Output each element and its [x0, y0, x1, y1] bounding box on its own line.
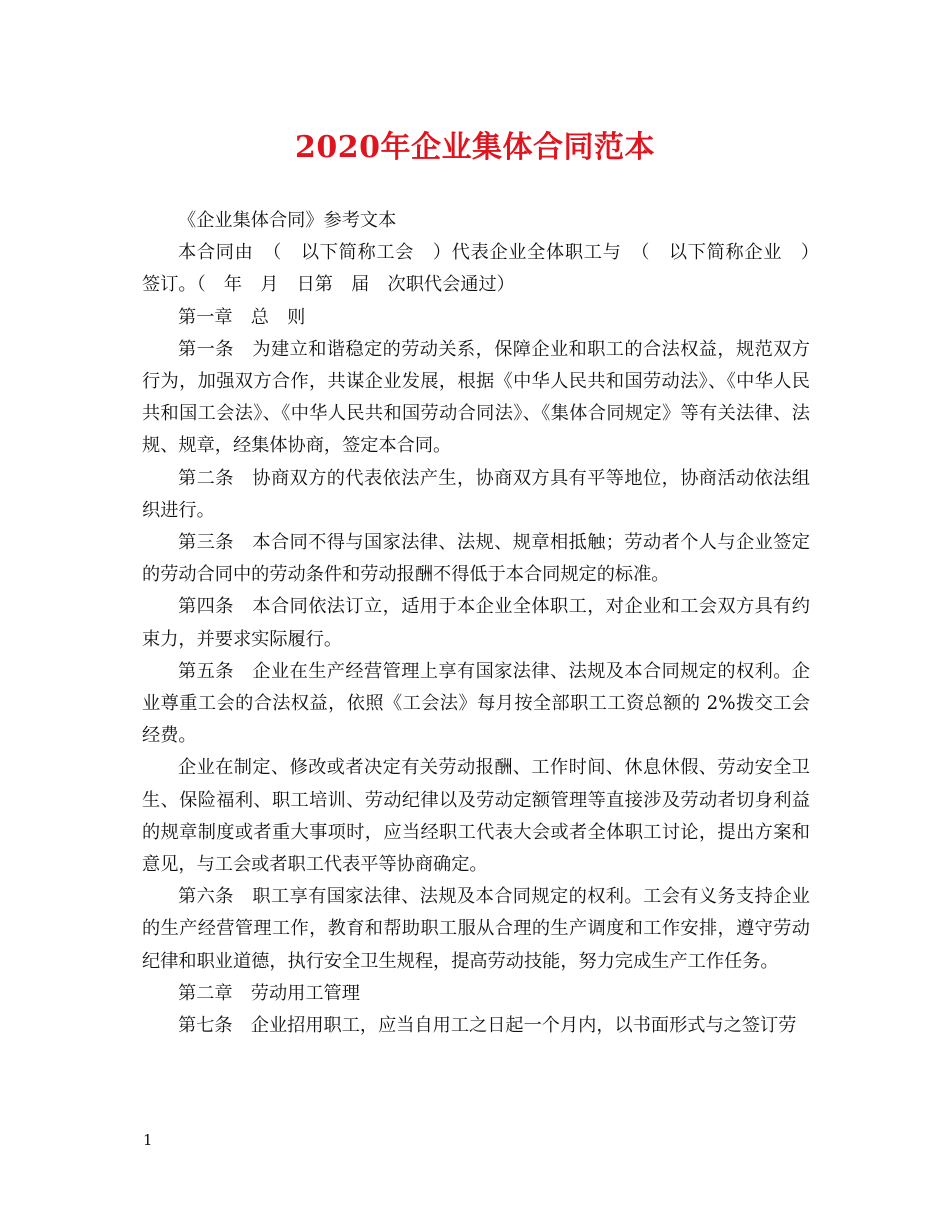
document-title: 2020年企业集体合同范本 — [295, 130, 655, 165]
paragraph-preamble: 本合同由 （ 以下简称工会 ）代表企业全体职工与 （ 以下简称企业 ） 签订。（ 年 月 日第 届 次职代会通过） — [142, 242, 829, 296]
article-6: 第六条 职工享有国家法律、法规及本合同规定的权利。工会有义务支持企业的生产经营管理工作，教育和帮助职工服从合理的生产调度和工作安排，遵守劳动纪律和职业道德，执行安全卫生规程，提高劳动技能，努力完成生产工作任务。 — [142, 886, 810, 972]
article-5-continued: 企业在制定、修改或者决定有关劳动报酬、工作时间、休息休假、劳动安全卫生、保险福利、职工培训、劳动纪律以及劳动定额管理等直接涉及劳动者切身利益的规章制度或者重大事项时，应当经职工代表大会或者全体职工讨论，提出方案和意见，与工会或者职工代表平等协商确定。 — [142, 757, 810, 876]
article-2: 第二条 协商双方的代表依法产生，协商双方具有平等地位，协商活动依法组织进行。 — [142, 467, 810, 521]
chapter-2-heading: 第二章 劳动用工管理 — [178, 982, 360, 1004]
page-number: 1 — [143, 1131, 153, 1149]
chapter-1-heading: 第一章 总 则 — [178, 306, 306, 328]
article-7: 第七条 企业招用职工，应当自用工之日起一个月内，以书面形式与之签订劳 — [178, 1015, 797, 1037]
article-4: 第四条 本合同依法订立，适用于本企业全体职工，对企业和工会双方具有约束力，并要求实际履行。 — [142, 596, 810, 650]
paragraph-reference-text: 《企业集体合同》参考文本 — [178, 210, 397, 231]
article-5: 第五条 企业在生产经营管理上享有国家法律、法规及本合同规定的权利。企业尊重工会的合法权益，依照《工会法》每月按全部职工工资总额的 2%拨交工会经费。 — [142, 660, 810, 747]
article-3: 第三条 本合同不得与国家法律、法规、规章相抵触；劳动者个人与企业签定的劳动合同中的劳动条件和劳动报酬不得低于本合同规定的标准。 — [142, 532, 810, 586]
document-body — [142, 205, 829, 1042]
article-1: 第一条 为建立和谐稳定的劳动关系，保障企业和职工的合法权益，规范双方行为，加强双方合作，共谋企业发展，根据《中华人民共和国劳动法》、《中华人民共和国工会法》、《中华人民共和国劳动合同法》、《集体合同规定》等有关法律、法规、规章，经集体协商，签定本合同。 — [142, 338, 810, 457]
